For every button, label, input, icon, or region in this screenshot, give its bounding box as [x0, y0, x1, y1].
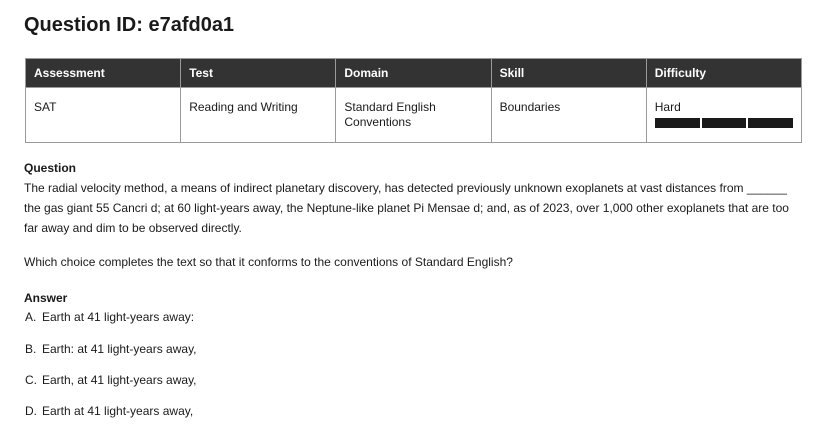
cell-skill: Boundaries [491, 88, 646, 143]
question-metadata-table [25, 58, 802, 143]
difficulty-segment [748, 118, 793, 128]
header-assessment: Assessment [26, 59, 181, 88]
cell-difficulty [646, 88, 801, 143]
choice-letter: B. [25, 342, 37, 356]
header-test: Test [181, 59, 336, 88]
header-skill: Skill [491, 59, 646, 88]
difficulty-label: Hard [654, 100, 681, 114]
answer-heading: Answer [24, 291, 68, 305]
choice-text: Earth at 41 light-years away, [42, 404, 194, 418]
header-domain: Domain [336, 59, 491, 88]
table-header-row [26, 59, 802, 88]
cell-domain: Standard English Conventions [336, 88, 491, 143]
cell-assessment: SAT [26, 88, 181, 143]
difficulty-segment [702, 118, 747, 128]
difficulty-segment [655, 118, 700, 128]
answer-choice-c [25, 373, 197, 387]
answer-choice-a [25, 310, 194, 324]
choice-letter: D. [25, 404, 37, 418]
question-text: The radial velocity method, a means of indirect planetary discovery, has detected previously unknown exoplanets at vast distances from ______ the gas giant 55 Cancri d; at 60 light-years away, the Neptune-like planet Pi Mensae d; and, as of 2023, over 1,000 other exoplanets that are too far away and dim to be observed directly. [24, 181, 789, 235]
question-prompt: Which choice completes the text so that it conforms to the conventions of Standard English? [24, 255, 513, 269]
choice-text: Earth at 41 light-years away: [42, 310, 195, 324]
choice-letter: A. [25, 310, 37, 324]
difficulty-bar [655, 118, 793, 128]
choice-text: Earth, at 41 light-years away, [42, 373, 197, 387]
answer-choice-d [25, 404, 193, 418]
choice-letter: C. [25, 373, 37, 387]
cell-test: Reading and Writing [181, 88, 336, 143]
question-heading: Question [24, 161, 77, 175]
table-row [26, 88, 802, 143]
answer-choice-b [25, 342, 197, 356]
page-title: Question ID: e7afd0a1 [24, 14, 235, 36]
header-difficulty: Difficulty [646, 59, 801, 88]
choice-text: Earth: at 41 light-years away, [42, 342, 197, 356]
